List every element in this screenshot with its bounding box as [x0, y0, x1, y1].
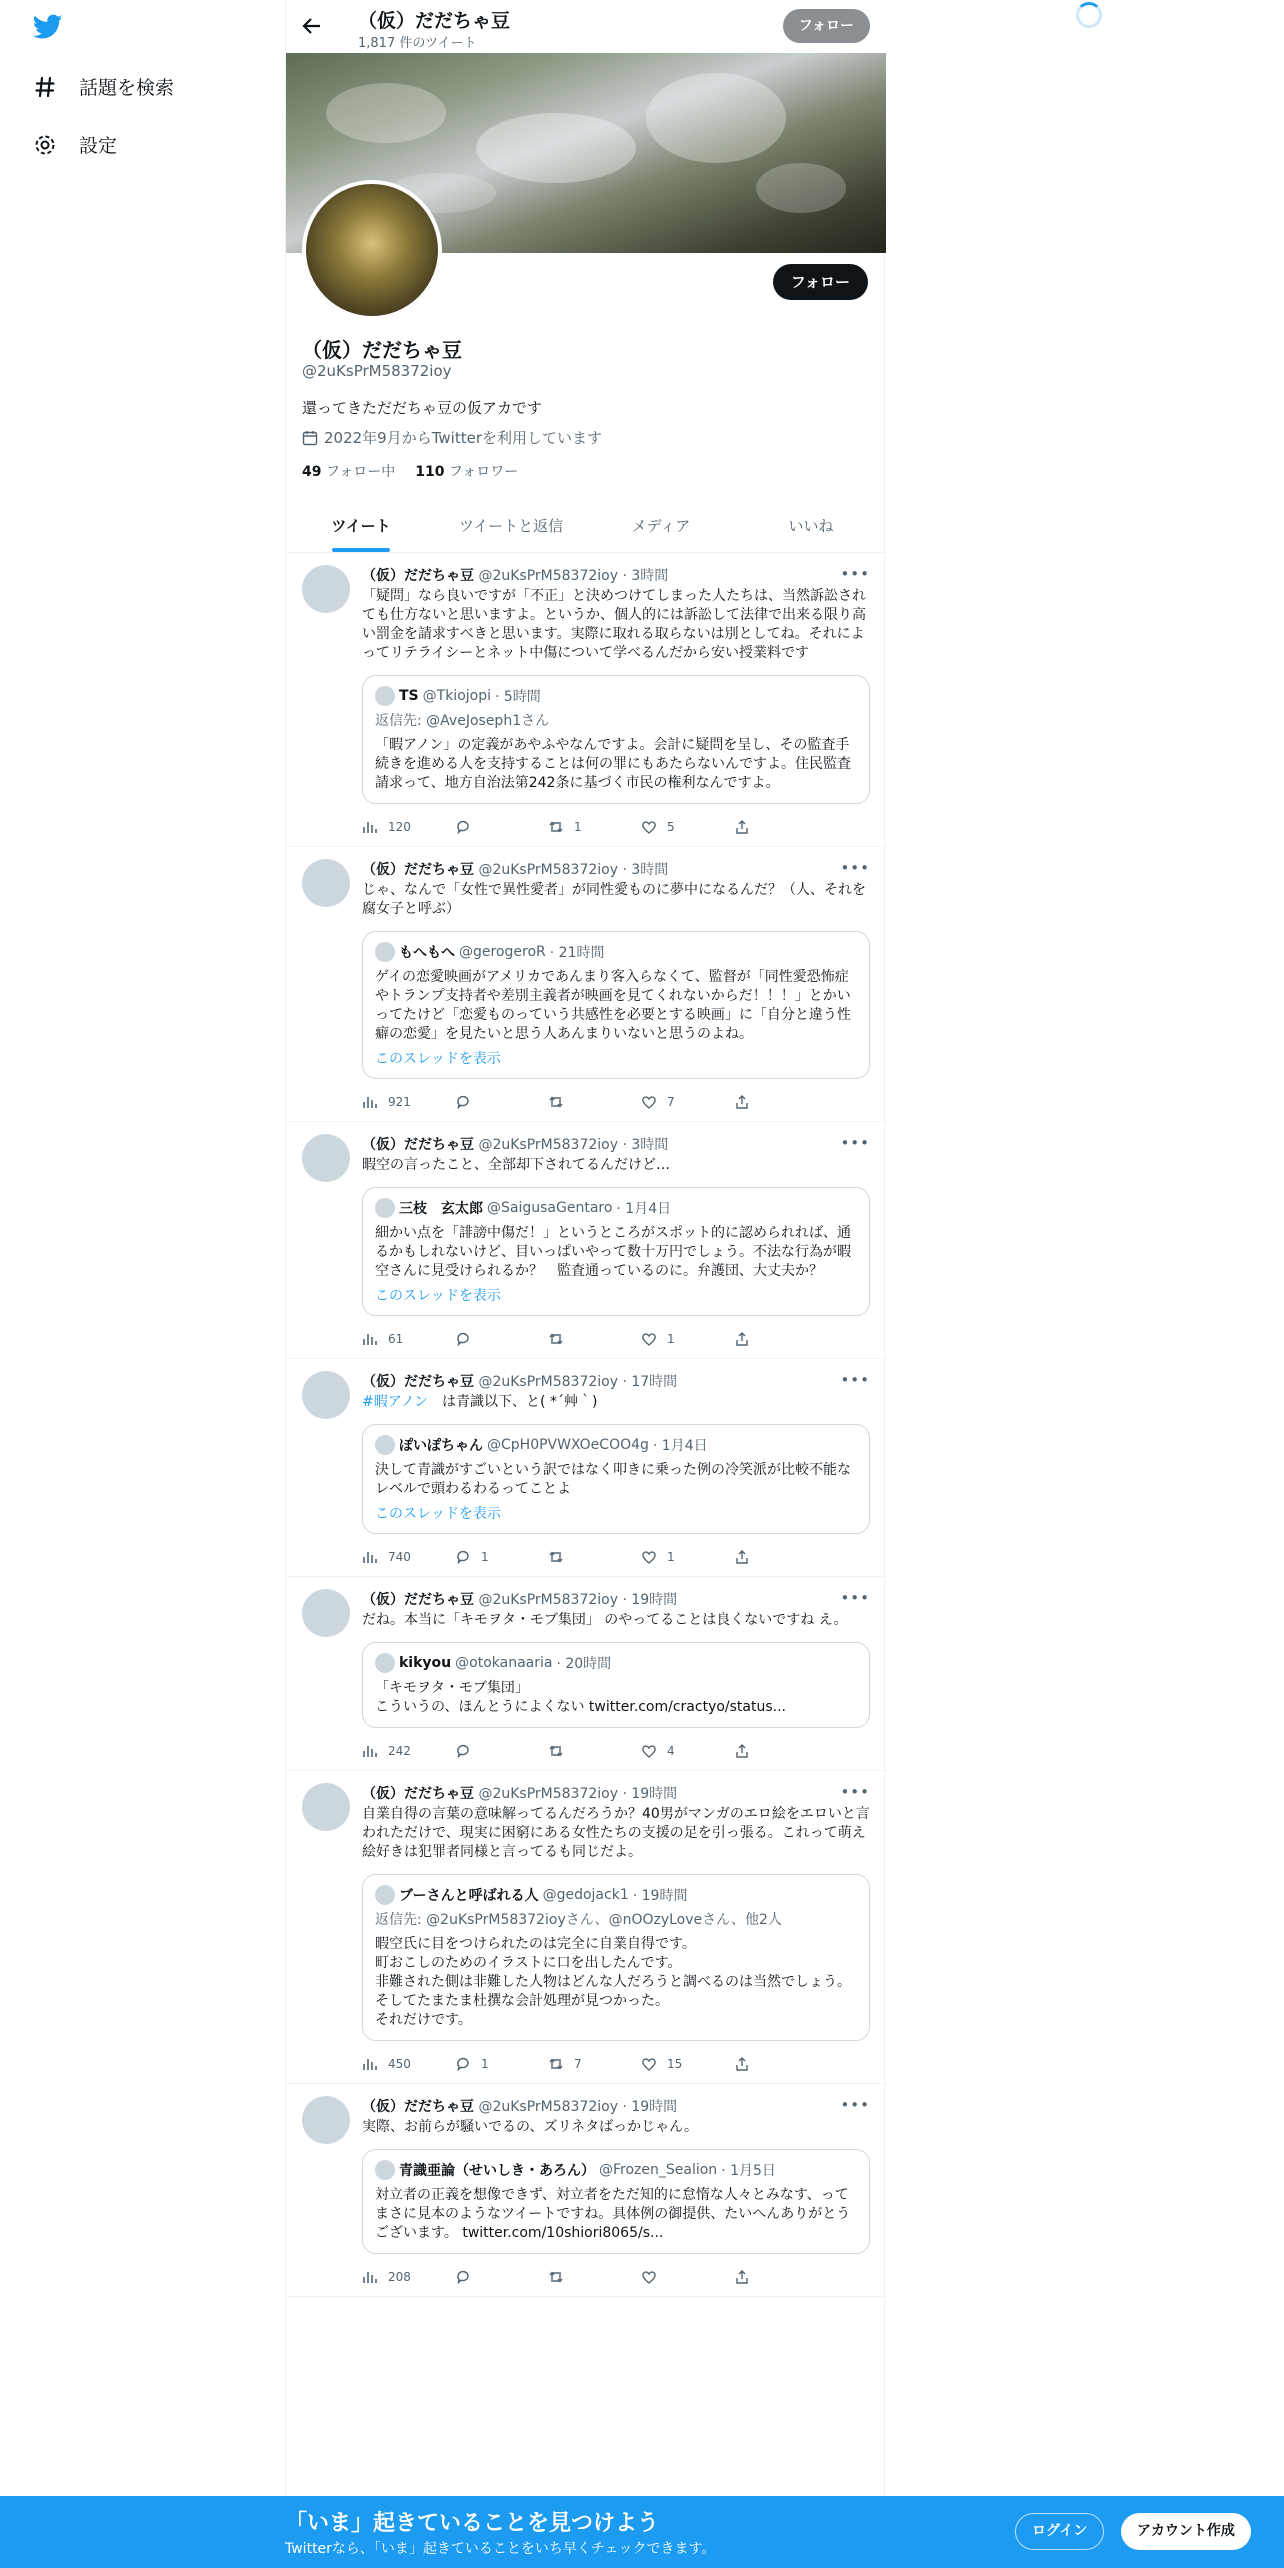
quoted-tweet-header [375, 1885, 857, 1905]
quoted-tweet[interactable] [362, 1187, 870, 1316]
tweet[interactable] [286, 553, 886, 847]
quoted-tweet-text: 「キモヲタ・モブ集団」 こういうの、ほんとうによくない twitter.com/cractyo/status... [375, 1680, 787, 1715]
quoted-author-name: TS [399, 688, 419, 704]
profile-joined-date [302, 427, 602, 448]
tweet-author-handle[interactable]: @2uKsPrM58372ioy [478, 862, 619, 878]
tweet-avatar[interactable] [302, 1783, 350, 1831]
share-icon [734, 819, 750, 835]
tweet-author-handle[interactable]: @2uKsPrM58372ioy [478, 1786, 619, 1802]
views-button[interactable]: 921 [362, 1094, 455, 1110]
quoted-time: · 20時間 [556, 1656, 612, 1672]
quoted-reply-to: 返信先: @AveJoseph1さん [375, 713, 550, 729]
back-arrow-icon[interactable] [302, 16, 322, 36]
quoted-tweet-header [375, 2160, 857, 2180]
more-options-icon[interactable]: ••• [840, 1589, 870, 1607]
like-button[interactable]: 5 [641, 819, 734, 835]
profile-avatar[interactable] [302, 180, 442, 320]
like-button[interactable]: 1 [641, 1331, 734, 1347]
tweet-header [362, 1371, 870, 1391]
like-button[interactable]: 15 [641, 2056, 734, 2072]
profile-handle: @2uKsPrM58372ioy [302, 362, 452, 380]
views-button[interactable]: 61 [362, 1331, 455, 1347]
quoted-tweet-avatar [375, 1885, 395, 1905]
tweet-text [362, 1393, 870, 1412]
quoted-tweet[interactable] [362, 931, 870, 1079]
views-button[interactable]: 120 [362, 819, 455, 835]
more-options-icon[interactable]: ••• [840, 1371, 870, 1389]
reply-button[interactable]: 1 [455, 2056, 548, 2072]
quoted-tweet-text: 対立者の正義を想像できず、対立者をただ知的に怠惰な人々とみなす、ってまさに見本のようなツイートですね。具体例の御提供、たいへんありがとうございます。 twitter.com/10shiori8065/s... [375, 2187, 851, 2241]
retweet-icon [548, 1549, 564, 1565]
calendar-icon [302, 430, 318, 446]
tweet-header [362, 1134, 870, 1154]
views-icon [362, 819, 378, 835]
tweet-actions [362, 2055, 870, 2073]
reply-button[interactable] [455, 1743, 548, 1759]
quoted-tweet-header [375, 1435, 857, 1455]
sidebar-item-label: 話題を検索 [79, 77, 175, 99]
tweet-header [362, 565, 870, 585]
tweet-avatar[interactable] [302, 859, 350, 907]
retweet-button[interactable] [548, 1331, 641, 1347]
quoted-tweet-text: 暇空氏に目をつけられたのは完全に自業自得です。 町おこしのためのイラストに口を出したんです。 非難された側は非難した人物はどんな人だろうと調べるのは当然でしょう。 そしてたまたま杜撰な会計処理が見つかった。 それだけです。 [375, 1936, 851, 2028]
retweet-button[interactable] [548, 2269, 641, 2285]
quoted-author-name: 青識亜論（せいしき・あろん） [399, 2163, 595, 2179]
tweet-time[interactable]: · 19時間 [622, 2099, 678, 2115]
followers-link[interactable]: 110 フォロワー [415, 464, 519, 480]
retweet-icon [548, 1331, 564, 1347]
quoted-author-handle: @CpH0PVWXOeCOO4g [487, 1437, 649, 1453]
share-icon [734, 1549, 750, 1565]
heart-icon [641, 1094, 657, 1110]
tweet[interactable] [286, 1771, 886, 2084]
reply-icon [455, 2269, 471, 2285]
quoted-author-name: ぽいぽちゃん [399, 1438, 483, 1454]
reply-icon [455, 1549, 471, 1565]
tweet-text [362, 587, 870, 663]
share-icon [734, 1743, 750, 1759]
like-button[interactable]: 7 [641, 1094, 734, 1110]
share-button[interactable] [734, 1094, 827, 1110]
tab-likes[interactable]: いいね [788, 517, 834, 535]
views-button[interactable]: 450 [362, 2056, 455, 2072]
retweet-icon [548, 819, 564, 835]
reply-button[interactable] [455, 1331, 548, 1347]
tweet-text-body: は青識以下、と( *´艸｀) [428, 1394, 598, 1410]
hashtag-link[interactable]: #暇アノン [362, 1394, 429, 1410]
reply-icon [455, 1094, 471, 1110]
tweet-text [362, 1805, 870, 1862]
profile-name: （仮）だだちゃ豆 [302, 338, 462, 362]
tweet-header [362, 859, 870, 879]
tweet-avatar[interactable] [302, 2096, 350, 2144]
views-button[interactable]: 740 [362, 1549, 455, 1565]
quoted-author-handle: @SaigusaGentaro [487, 1200, 613, 1216]
reply-icon [455, 1331, 471, 1347]
heart-icon [641, 1331, 657, 1347]
tweet-author-name[interactable]: （仮）だだちゃ豆 [362, 862, 474, 878]
heart-icon [641, 819, 657, 835]
tweet-text [362, 1156, 870, 1175]
quoted-time: · 21時間 [549, 945, 605, 961]
reply-button[interactable]: 1 [455, 1549, 548, 1565]
profile-stats [302, 461, 518, 481]
reply-button[interactable] [455, 1094, 548, 1110]
quoted-tweet[interactable] [362, 675, 870, 804]
heart-icon [641, 1549, 657, 1565]
following-link[interactable]: 49 フォロー中 [302, 464, 396, 480]
share-button[interactable] [734, 1331, 827, 1347]
quoted-tweet[interactable] [362, 1874, 870, 2041]
tweet-actions [362, 818, 870, 836]
more-options-icon[interactable]: ••• [840, 565, 870, 583]
quoted-time: · 1月5日 [721, 2163, 776, 2179]
quoted-author-name: kikyou [399, 1655, 452, 1671]
retweet-icon [548, 2056, 564, 2072]
tweet-text-body: 「疑問」なら良いですが「不正」と決めつけてしまった人たちは、当然訴訟されても仕方ないと思いますよ。というか、個人的には訴訟して法律で出来る限り高い罰金を請求すべきと思います。実際に取れる取らないは別としてね。それによってリテライシーとネット中傷について学べるんだから安い授業料です [362, 588, 866, 661]
tweet[interactable] [286, 1577, 886, 1771]
tweet-author-handle[interactable]: @2uKsPrM58372ioy [478, 1592, 619, 1608]
quoted-tweet[interactable] [362, 1424, 870, 1534]
quoted-tweet-avatar [375, 1653, 395, 1673]
tab-media[interactable]: メディア [631, 517, 691, 535]
tweet-author-name[interactable]: （仮）だだちゃ豆 [362, 1592, 474, 1608]
tweet-time[interactable]: · 3時間 [622, 862, 669, 878]
profile-tabs [286, 500, 886, 553]
tweet-time[interactable]: · 19時間 [622, 1786, 678, 1802]
tweet-time[interactable]: · 3時間 [622, 568, 669, 584]
quoted-tweet-text: 「暇アノン」の定義があやふやなんですよ。会計に疑問を呈し、その監査手続きを進める人を支持することは何の罪にもあたらないんですよ。住民監査請求って、地方自治法第242条に基づく市民の権利なんですよ。 [375, 737, 851, 791]
retweet-button[interactable] [548, 1743, 641, 1759]
views-icon [362, 1094, 378, 1110]
like-button[interactable] [641, 2269, 734, 2285]
signup-prompt-title: 「いま」起きていることを見つけよう [285, 2511, 660, 2536]
tweet-author-name[interactable]: （仮）だだちゃ豆 [362, 2099, 474, 2115]
sidebar-item-explore[interactable] [33, 73, 174, 100]
quoted-tweet-text: 細かい点を「誹謗中傷だ！」というところがスポット的に認められれば、通るかもしれないけど、目いっぱいやって数十万円でしょう。不法な行為が暇空さんに見受けられるか？ 監査通っているのに。弁護団、大丈夫か？ [375, 1225, 851, 1279]
tweet-text [362, 1611, 870, 1630]
tweet-avatar[interactable] [302, 565, 350, 613]
quoted-tweet-header [375, 686, 857, 706]
retweet-icon [548, 1743, 564, 1759]
quoted-tweet[interactable] [362, 1642, 870, 1728]
tweet-time[interactable]: · 19時間 [622, 1592, 678, 1608]
header-profile-name: （仮）だだちゃ豆 [358, 10, 511, 32]
share-button[interactable] [734, 819, 827, 835]
tweet-avatar[interactable] [302, 1371, 350, 1419]
tweet-avatar[interactable] [302, 1134, 350, 1182]
tweet-header [362, 1589, 870, 1609]
quoted-time: · 1月4日 [616, 1201, 672, 1217]
quoted-tweet-header [375, 1198, 857, 1218]
like-button[interactable]: 1 [641, 1549, 734, 1565]
views-button[interactable]: 208 [362, 2269, 455, 2285]
tweet-actions [362, 2268, 870, 2286]
sidebar-item-label: 設定 [79, 135, 118, 157]
profile-bio: 還ってきただだちゃ豆の仮アカです [302, 399, 542, 417]
tweet-author-handle[interactable]: @2uKsPrM58372ioy [478, 1137, 619, 1153]
tweet-actions [362, 1093, 870, 1111]
share-button[interactable] [734, 1549, 827, 1565]
quoted-author-handle: @otokanaaria [455, 1655, 553, 1671]
quoted-tweet-avatar [375, 1435, 395, 1455]
tweet-header [362, 2096, 870, 2116]
more-options-icon[interactable]: ••• [840, 1134, 870, 1152]
tweet-header [362, 1783, 870, 1803]
views-icon [362, 1331, 378, 1347]
share-icon [734, 2056, 750, 2072]
share-icon [734, 2269, 750, 2285]
tweet-avatar[interactable] [302, 1589, 350, 1637]
tweet-author-name[interactable]: （仮）だだちゃ豆 [362, 1374, 474, 1390]
tweet-time[interactable]: · 3時間 [622, 1137, 669, 1153]
share-icon [734, 1331, 750, 1347]
tweet-actions [362, 1330, 870, 1348]
retweet-button[interactable]: 1 [548, 819, 641, 835]
profile-follow-button[interactable]: フォロー [773, 264, 868, 300]
signup-prompt-subtitle: Twitterなら、「いま」起きていることをいち早くチェックできます。 [285, 2541, 716, 2557]
tweet[interactable] [286, 1122, 886, 1359]
show-thread-link[interactable]: このスレッドを表示 [375, 1506, 501, 1522]
tweet-timeline [286, 553, 886, 2297]
tweet-author-name[interactable]: （仮）だだちゃ豆 [362, 1786, 474, 1802]
heart-icon [641, 2269, 657, 2285]
quoted-reply-to: 返信先: @2uKsPrM58372ioyさん、@nOOzyLoveさん、他2人 [375, 1912, 782, 1928]
views-icon [362, 1549, 378, 1565]
tweet-text [362, 881, 870, 919]
quoted-tweet-header [375, 942, 857, 962]
quoted-tweet-avatar [375, 686, 395, 706]
header-follow-button[interactable]: フォロー [783, 9, 870, 43]
quoted-author-handle: @Tkiojopi [422, 688, 491, 704]
quoted-author-handle: @gedojack1 [542, 1887, 629, 1903]
quoted-tweet-avatar [375, 1198, 395, 1218]
reply-button[interactable] [455, 2269, 548, 2285]
quoted-tweet[interactable] [362, 2149, 870, 2254]
tweet-text-body: 自業自得の言葉の意味解ってるんだろうか？40男がマンガのエロ絵をエロいと言われただけで、現実に困窮にある女性たちの支援の足を引っ張る。これって萌え絵好きは犯罪者同様と言ってるも同じだよ。 [362, 1806, 870, 1860]
quoted-time: · 1月4日 [652, 1438, 708, 1454]
quoted-time: · 5時間 [495, 689, 541, 705]
views-icon [362, 2056, 378, 2072]
tweet[interactable] [286, 1359, 886, 1577]
login-button[interactable]: ログイン [1015, 2513, 1104, 2550]
heart-icon [641, 1743, 657, 1759]
tweet[interactable] [286, 2084, 886, 2297]
reply-button[interactable] [455, 819, 548, 835]
tweet-time[interactable]: · 17時間 [622, 1374, 678, 1390]
header-tweet-count: 1,817 件のツイート [358, 36, 477, 51]
profile-joined-text: 2022年9月からTwitterを利用しています [324, 429, 602, 447]
views-button[interactable]: 242 [362, 1743, 455, 1759]
quoted-time: · 19時間 [632, 1888, 688, 1904]
retweet-icon [548, 2269, 564, 2285]
more-options-icon[interactable]: ••• [840, 1783, 870, 1801]
retweet-button[interactable] [548, 1549, 641, 1565]
views-icon [362, 1743, 378, 1759]
quoted-author-handle: @gerogeroR [459, 944, 546, 960]
quoted-tweet-header [375, 1653, 857, 1673]
tab-tweets-and-replies[interactable]: ツイートと返信 [458, 517, 564, 535]
share-icon [734, 1094, 750, 1110]
gear-icon [33, 133, 57, 157]
more-options-icon[interactable]: ••• [840, 2096, 870, 2114]
tweet-author-handle[interactable]: @2uKsPrM58372ioy [478, 1374, 619, 1390]
tweet-text-body: じゃ、なんで「女性で異性愛者」が同性愛ものに夢中になるんだ？（人、それを腐女子と呼ぶ） [362, 882, 866, 917]
reply-icon [455, 819, 471, 835]
quoted-author-handle: @Frozen_Sealion [599, 2162, 718, 2178]
share-button[interactable] [734, 2056, 827, 2072]
quoted-tweet-avatar [375, 2160, 395, 2180]
loading-spinner-icon [1076, 2, 1102, 28]
like-button[interactable]: 4 [641, 1743, 734, 1759]
share-button[interactable] [734, 2269, 827, 2285]
tweet-author-handle[interactable]: @2uKsPrM58372ioy [478, 568, 619, 584]
quoted-tweet-text: 決して青識がすごいという訳ではなく叩きに乗った例の冷笑派が比較不能なレベルで頭わるわるってことよ [375, 1462, 851, 1497]
signup-button[interactable]: アカウント作成 [1121, 2513, 1251, 2550]
tweet-text [362, 2118, 870, 2137]
share-button[interactable] [734, 1743, 827, 1759]
signup-prompt-bar [0, 2496, 1284, 2568]
tweet-actions [362, 1548, 870, 1566]
quoted-tweet-text: ゲイの恋愛映画がアメリカであんまり客入らなくて、監督が「同性愛恐怖症やトランプ支持者や差別主義者が映画を見てくれないからだ！！！」とかいってたけど「恋愛ものっていう共感性を必要とする映画」に「自分と違う性癖の恋愛」を見たいと思う人あんまりいないと思うのよね。 [375, 969, 851, 1042]
tweet-author-name[interactable]: （仮）だだちゃ豆 [362, 568, 474, 584]
show-thread-link[interactable]: このスレッドを表示 [375, 1051, 501, 1067]
quoted-tweet-avatar [375, 942, 395, 962]
tweet-actions [362, 1742, 870, 1760]
tweet-author-name[interactable]: （仮）だだちゃ豆 [362, 1137, 474, 1153]
profile-header-bar [286, 0, 886, 53]
twitter-logo-icon[interactable] [33, 14, 63, 40]
show-thread-link[interactable]: このスレッドを表示 [375, 1288, 501, 1304]
quoted-author-name: ブーさんと呼ばれる人 [399, 1888, 539, 1904]
reply-icon [455, 1743, 471, 1759]
heart-icon [641, 2056, 657, 2072]
tweet-author-handle[interactable]: @2uKsPrM58372ioy [478, 2099, 619, 2115]
views-icon [362, 2269, 378, 2285]
sidebar-item-settings[interactable] [33, 131, 117, 158]
tab-tweets[interactable]: ツイート [286, 500, 436, 552]
tweet-text-body: 暇空の言ったこと、全部却下されてるんだけど… [362, 1157, 670, 1173]
retweet-button[interactable]: 7 [548, 2056, 641, 2072]
tweet-text-body: 実際、お前らが騒いでるの、ズリネタばっかじゃん。 [362, 2119, 698, 2135]
profile-column [285, 0, 885, 2568]
retweet-button[interactable] [548, 1094, 641, 1110]
quoted-author-name: 三枝 玄太郎 [399, 1201, 483, 1217]
tweet-text-body: だね。本当に「キモヲタ・モブ集団」 のやってることは良くないですね え。 [362, 1612, 848, 1628]
retweet-icon [548, 1094, 564, 1110]
quoted-author-name: もへもへ [399, 945, 455, 961]
hashtag-icon [33, 75, 57, 99]
more-options-icon[interactable]: ••• [840, 859, 870, 877]
reply-icon [455, 2056, 471, 2072]
tweet[interactable] [286, 847, 886, 1122]
